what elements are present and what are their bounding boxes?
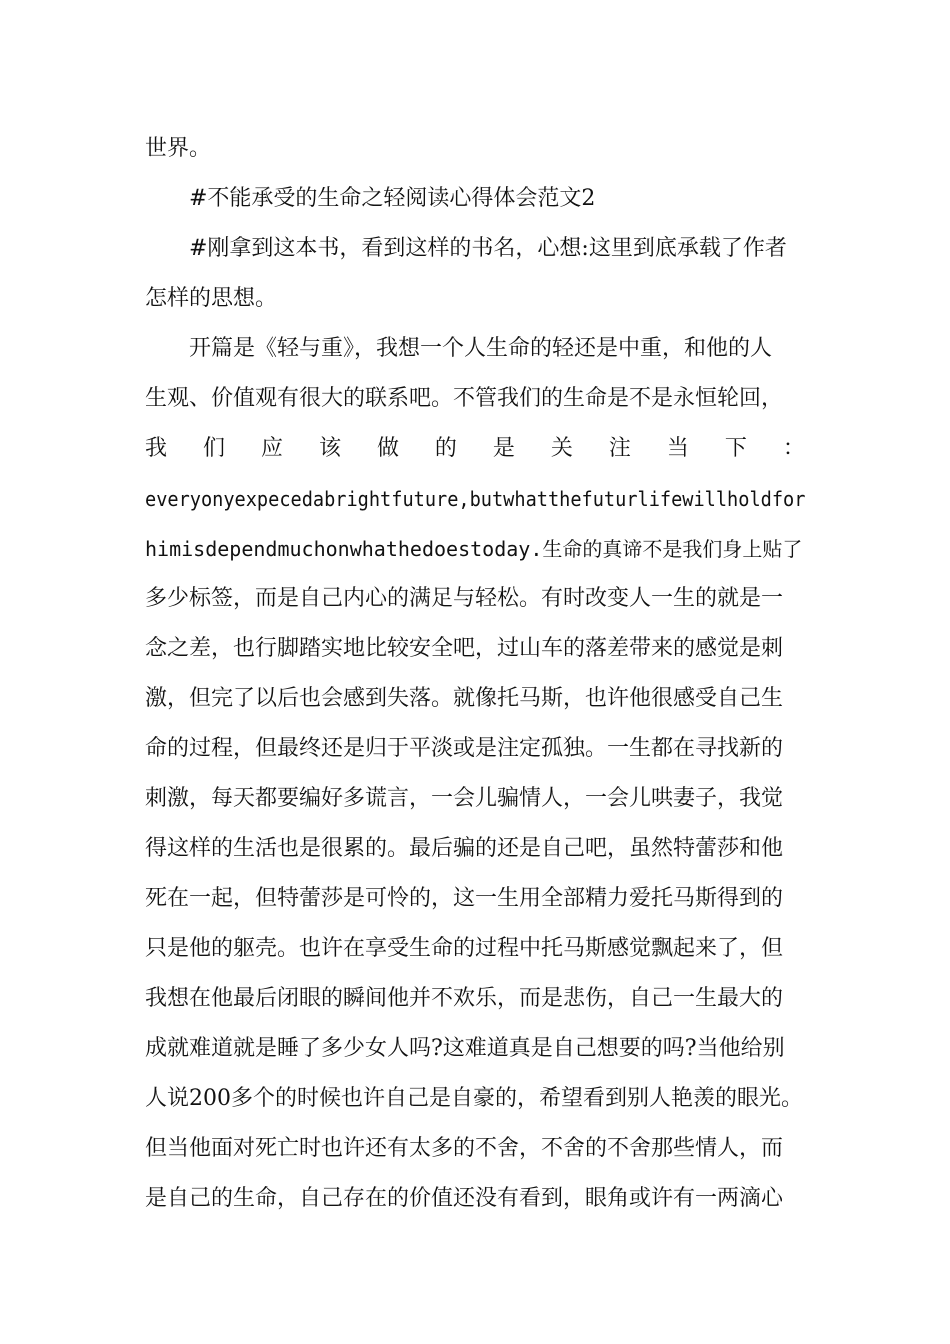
text-line-3: #刚拿到这本书，看到这样的书名，心想:这里到底承载了作者 — [189, 236, 787, 261]
text-line-19: 成就难道就是睡了多少女人吗?这难道真是自己想要的吗?当他给别 — [145, 1036, 785, 1061]
spaced-char: 关 — [550, 436, 573, 461]
text-line-20: 人说200多个的时候也许自己是自豪的，希望看到别人艳羡的眼光。 — [145, 1086, 803, 1111]
text-line-21: 但当他面对死亡时也许还有太多的不舍，不舍的不舍那些情人，而 — [145, 1136, 784, 1161]
text-line-13: 命的过程，但最终还是归于平淡或是注定孤独。一生都在寻找新的 — [145, 736, 784, 761]
spaced-char: 当 — [666, 436, 689, 461]
text-line-15: 得这样的生活也是很累的。最后骗的还是自己吧，虽然特蕾莎和他 — [145, 836, 784, 861]
text-line-9-content: himisdependmuchonwhathedoestoday.生命的真谛不是我们身上贴了 — [145, 537, 803, 561]
spaced-char: ： — [782, 436, 805, 461]
spaced-char: 的 — [434, 436, 457, 461]
text-line-6: 生观、价值观有很大的联系吧。不管我们的生命是不是永恒轮回， — [145, 386, 784, 411]
text-line-14: 刺激，每天都要编好多谎言，一会儿骗情人，一会儿哄妻子，我觉 — [145, 786, 784, 811]
text-line-18: 我想在他最后闭眼的瞬间他并不欢乐，而是悲伤，自己一生最大的 — [145, 986, 784, 1011]
text-line-11: 念之差，也行脚踏实地比较安全吧，过山车的落差带来的感觉是刺 — [145, 636, 784, 661]
spaced-char: 我 — [145, 436, 168, 461]
text-line-4: 怎样的思想。 — [145, 286, 278, 311]
text-line-16: 死在一起，但特蕾莎是可怜的，这一生用全部精力爱托马斯得到的 — [145, 886, 784, 911]
spaced-char: 下 — [724, 436, 747, 461]
text-line-1: 世界。 — [145, 136, 212, 161]
text-line-7-spaced — [145, 432, 805, 466]
spaced-char: 应 — [260, 436, 283, 461]
section-heading: #不能承受的生命之轻阅读心得体会范文2 — [189, 186, 596, 211]
text-line-10: 多少标签，而是自己内心的满足与轻松。有时改变人一生的就是一 — [145, 586, 784, 611]
spaced-char: 是 — [492, 436, 515, 461]
spaced-char: 做 — [376, 436, 399, 461]
text-line-8: everyonyexpecedabrightfuture,butwhatthefuturlifewillholdfor — [145, 487, 806, 511]
spaced-char: 们 — [202, 436, 225, 461]
text-line-12: 激，但完了以后也会感到失落。就像托马斯，也许他很感受自己生 — [145, 686, 784, 711]
text-line-22: 是自己的生命，自己存在的价值还没有看到，眼角或许有一两滴心 — [145, 1186, 784, 1211]
text-line-9 — [145, 532, 805, 566]
text-line-5: 开篇是《轻与重》，我想一个人生命的轻还是中重，和他的人 — [189, 336, 773, 361]
spaced-char: 注 — [608, 436, 631, 461]
spaced-char: 该 — [318, 436, 341, 461]
text-line-17: 只是他的躯壳。也许在享受生命的过程中托马斯感觉飘起来了，但 — [145, 936, 784, 961]
